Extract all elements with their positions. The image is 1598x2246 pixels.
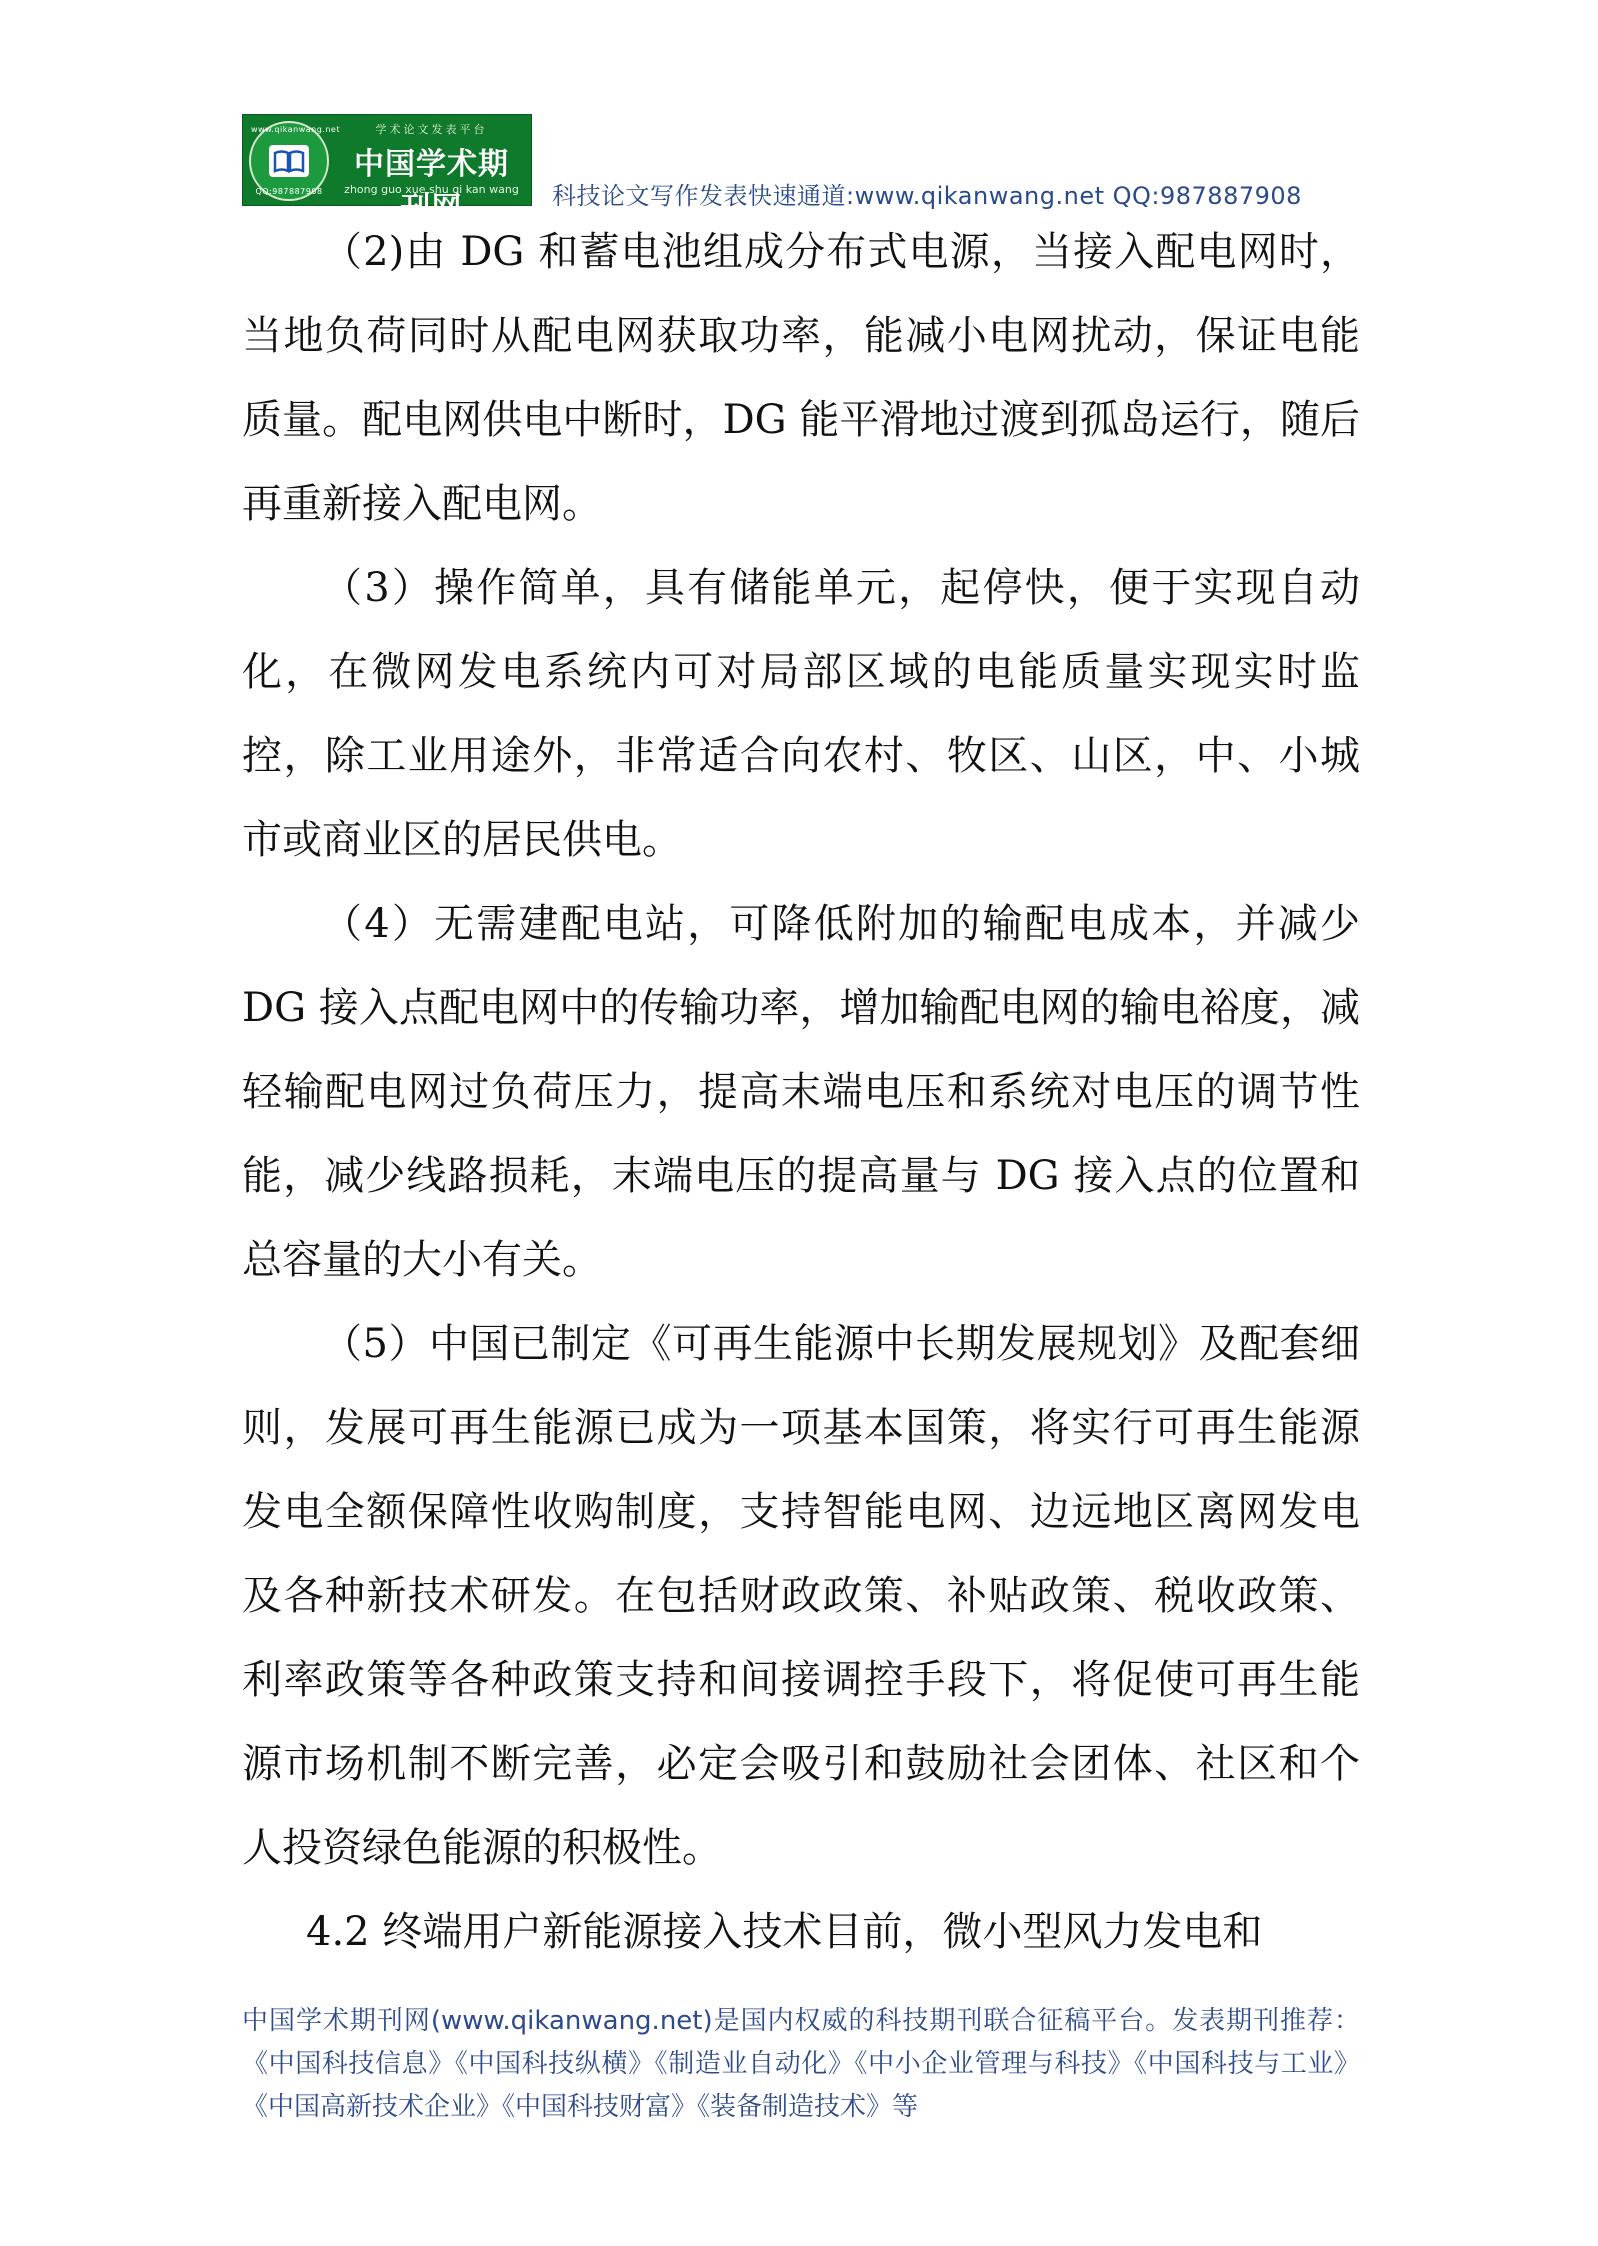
open-book-icon [269,145,309,177]
page-footer [242,2000,1360,2129]
logo-emblem [249,121,340,201]
logo-ring-text-top: www.qikanwang.net [251,125,340,134]
section-heading-paragraph: 4.2 终端用户新能源接入技术目前，微小型风力发电和 [306,1909,1263,1955]
paragraph: （4）无需建配电站，可降低附加的输配电成本，并减少 DG 接入点配电网中的传输功率，增加输配电网的输电裕度，减轻输配电网过负荷压力，提高末端电压和系统对电压的调节性能，减少线路损耗，末端电压的提高量与 DG 接入点的位置和总容量的大小有关。 [242,901,1360,1283]
footer-text: 中国学术期刊网(www.qikanwang.net)是国内权威的科技期刊联合征稿平台。发表期刊推荐：《中国科技信息》《中国科技纵横》《制造业自动化》《中小企业管理与科技》《中国科技与工业》《中国高新技术企业》《中国科技财富》《装备制造技术》等 [242,2006,1360,2122]
paragraph: （2)由 DG 和蓄电池组成分布式电源，当接入配电网时，当地负荷同时从配电网获取功率，能减小电网扰动，保证电能质量。配电网供电中断时，DG 能平滑地过渡到孤岛运行，随后再重新接入配电网。 [242,229,1360,527]
document-body [242,210,1360,1974]
logo-pinyin: zhong guo xue shu qi kan wang [344,183,519,196]
logo-tagline: 学术论文发表平台 [375,123,488,136]
paragraph: （5）中国已制定《可再生能源中长期发展规划》及配套细则，发展可再生能源已成为一项基本国策，将实行可再生能源发电全额保障性收购制度，支持智能电网、边远地区离网发电及各种新技术研发。在包括财政政策、补贴政策、税收政策、利率政策等各种政策支持和间接调控手段下，将促使可再生能源市场机制不断完善，必定会吸引和鼓励社会团体、社区和个人投资绿色能源的积极性。 [242,1321,1360,1871]
logo-ring-text-bottom: QQ:987887908 [255,187,323,196]
logo-title: 中国学术期刊网 [354,147,509,226]
page-header [242,114,1362,226]
paragraph: （3）操作简单，具有储能单元，起停快，便于实现自动化，在微网发电系统内可对局部区域的电能质量实现实时监控，除工业用途外，非常适合向农村、牧区、山区，中、小城市或商业区的居民供电。 [242,565,1360,863]
header-tagline: 科技论文写作发表快速通道:www.qikanwang.net QQ:987887908 [552,182,1302,210]
site-logo [242,114,532,226]
